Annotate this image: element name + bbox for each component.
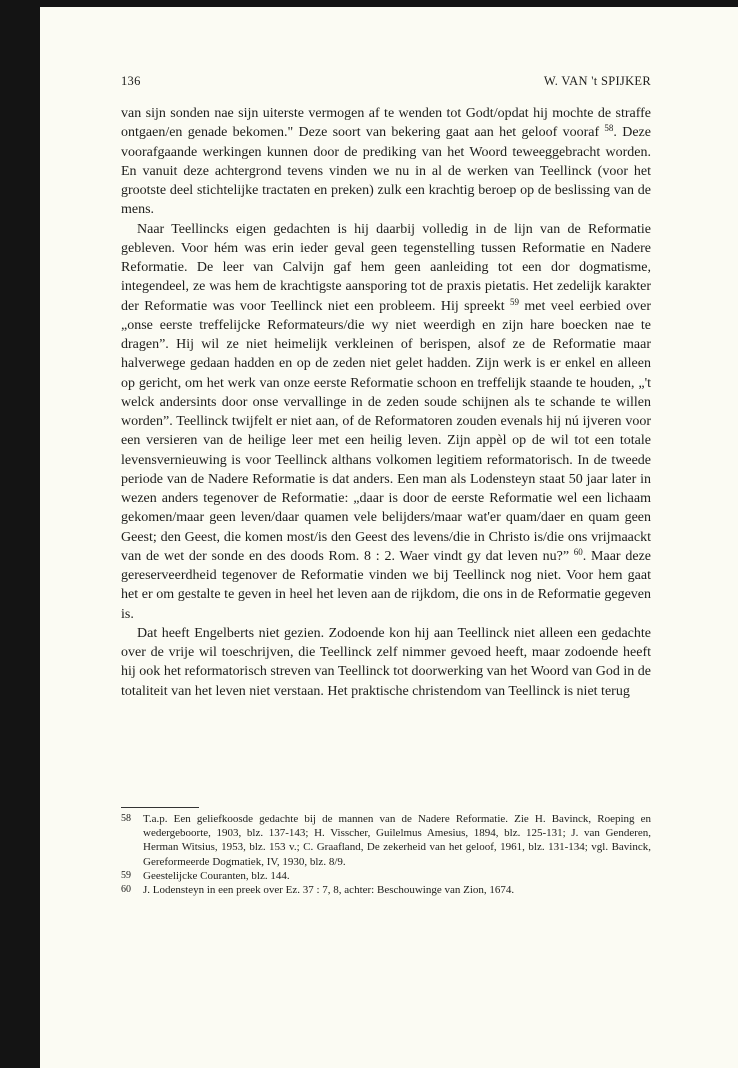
scan-border-left [0, 0, 40, 1068]
paragraph-2-part-2: met veel eerbied over „onse eerste treffelijcke Reformateurs/die wy niet weerdigh en zijn hare boecken nae te dragen”. Hij wil ze niet heimelijk verkleinen of berispen, alsof ze de Reformatie maar halverwege gedaan hadden en op de zeden niet gelet hadden. Zijn werk is er enkel en alleen op gericht, om het werk van onze eerste Reformatie schoon en treffelijk staande te houden, „'t welck andersints door onse vervallinge in de zeden soude schijnen als te schande te willen worden”. Teellinck twijfelt er niet aan, of de Reformatoren zouden evenals hij nú ijveren voor een versieren van de heilige leer met een heilig leven. Zijn appèl op de wil tot een totale levensvernieuwing is voor Teellinck althans volkomen legitiem reformatorisch. In de tweede periode van de Nadere Reformatie is dat anders. Een man als Lodensteyn staat 50 jaar later in wezen anders tegenover de Reformatie: „daar is door de eerste Reformatie wel een lichaam gekomen/maar geen leven/daar quamen vele belijders/maar wat'er quam/daer en quam geen Geest; den Geest, die komen most/is den Geest des levens/die in Christo is/die ons vrijmaackt van de wet der sonde en des doods Rom. 8 : 2. Waer vindt gy dat leven nu?” [121, 298, 651, 564]
paragraph-3: Dat heeft Engelberts niet gezien. Zodoende kon hij aan Teellinck niet alleen een gedachte over de vrije wil toeschrijven, die Teellinck zelf nimmer gevoed heeft, maar zodoende heeft hij ook het reformatorisch streven van Teellinck tot doorwerking van het Woord van God in de totaliteit van het leven niet verstaan. Het praktische christendom van Teellinck is niet terug [121, 625, 651, 699]
footnote-text: J. Lodensteyn in een preek over Ez. 37 : 7, 8, achter: Beschouwinge van Zion, 1674. [143, 884, 515, 897]
footnote-text: Geestelijcke Couranten, blz. 144. [143, 869, 290, 882]
footnotes [121, 812, 651, 897]
footnote-58 [121, 812, 651, 869]
footnote-59 [121, 869, 651, 883]
footnote-number: 60 [121, 884, 131, 896]
footnote-number: 58 [121, 813, 131, 824]
page-header [121, 74, 651, 92]
paragraph-2 [121, 220, 651, 624]
footnote-divider [121, 807, 199, 808]
footnote-ref-59: 59 [510, 296, 520, 307]
scan-border-top [0, 0, 738, 7]
footnote-60 [121, 883, 651, 897]
footnote-text: T.a.p. Een geliefkoosde gedachte bij de mannen van de Nadere Reformatie. Zie H. Bavinck, Roeping en wedergeboorte, 1903, blz. 137-143; H. Visscher, Guilelmus Amesius, 1894, blz. 125-131; J. van Genderen, Herman Witsius, 1953, blz. 153 v.; C. Graafland, De zekerheid van het geloof, 1961, blz. 131-134; vgl. Bavinck, Gereformeerde Dogmatiek, IV, 1930, blz. 8/9. [143, 813, 651, 868]
body-text [121, 104, 651, 701]
footnote-ref-60: 60 [573, 546, 583, 557]
paragraph-1-part-1: van sijn sonden nae sijn uiterste vermogen af te wenden tot Godt/opdat hij mochte de straffe ontgaen/en genade bekomen." Deze soort van bekering gaat aan het geloof vooraf [121, 106, 651, 141]
paragraph-1-part-2: . Deze voorafgaande werkingen kunnen door de prediking van het Woord teweeggebracht worden. En vanuit deze achtergrond tevens vinden we nu in al de werken van Teellinck (voor het grootste deel stichtelijke tractaten en preken) zulk een krachtig beroep op de beslissing van de mens. [121, 125, 651, 218]
footnote-ref-58: 58 [604, 123, 614, 134]
paragraph-2-part-1: Naar Teellincks eigen gedachten is hij daarbij volledig in de lijn van de Reformatie gebleven. Voor hém was erin ieder geval geen tegenstelling tussen Reformatie en Nadere Reformatie. De leer van Calvijn gaf hem geen aanleiding tot een dor dogmatisme, integendeel, ze was hem de krachtigste aansporing tot de praxis pietatis. Het zedelijk karakter der Reformatie was voor Teellinck niet een probleem. Hij spreekt [121, 221, 651, 314]
paragraph-1 [121, 104, 651, 220]
paragraph-2-part-3: . Maar deze gereserveerdheid tegenover de Reformatie vinden we bij Teellinck nog niet. Voor hem gaat het er om gestalte te geven in heel het leven aan de rijkdom, die ons in de Reformatie gegeven is. [121, 548, 651, 622]
page-number: 136 [121, 74, 141, 88]
running-head: W. VAN 't SPIJKER [543, 74, 651, 88]
footnote-number: 59 [121, 869, 131, 881]
